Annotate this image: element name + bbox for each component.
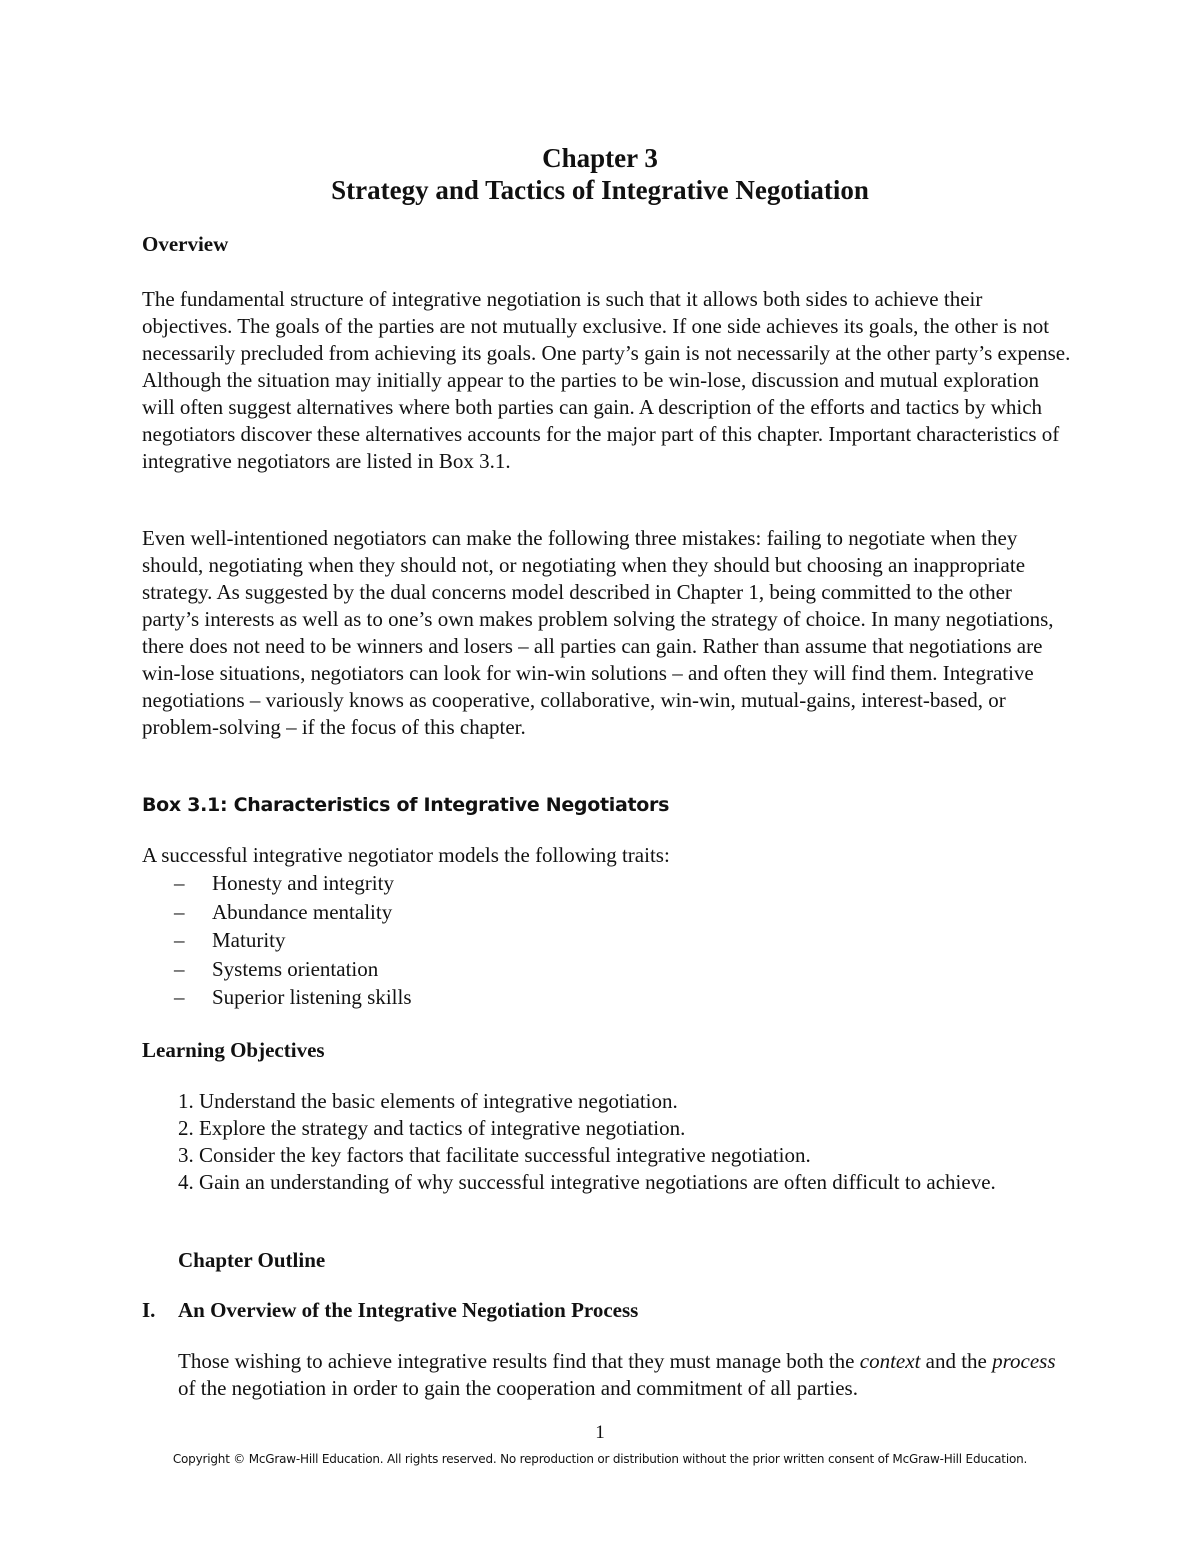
emphasis-context: context: [859, 1349, 921, 1373]
section-paragraph: [178, 1348, 1078, 1402]
list-item: [142, 955, 412, 984]
dash-bullet: –: [174, 871, 185, 895]
dash-bullet: –: [174, 899, 185, 924]
objective-text: Understand the basic elements of integrative negotiation.: [199, 1089, 678, 1113]
objective-text: Explore the strategy and tactics of integrative negotiation.: [199, 1116, 686, 1140]
learning-objectives-heading: Learning Objectives: [142, 1038, 325, 1062]
box-heading: Box 3.1: Characteristics of Integrative Negotiators: [142, 794, 670, 816]
traits-list: [142, 869, 412, 1012]
copyright-footer: Copyright © McGraw-Hill Education. All rights reserved. No reproduction or distribution without the prior written consent of McGraw-Hill Education.: [172, 1452, 1028, 1466]
overview-heading: Overview: [142, 232, 229, 256]
list-item: [142, 869, 412, 898]
objective-number: 1.: [178, 1089, 194, 1113]
trait-label: Systems orientation: [212, 956, 379, 981]
trait-label: Abundance mentality: [212, 899, 393, 924]
list-item: [142, 1169, 1072, 1196]
objective-number: 4.: [178, 1170, 194, 1194]
section-text-part: of the negotiation in order to gain the cooperation and commitment of all parties.: [178, 1376, 858, 1400]
chapter-outline-heading: Chapter Outline: [178, 1248, 326, 1272]
list-item: [142, 1088, 1072, 1115]
list-item: [142, 926, 412, 955]
chapter-number: Chapter 3: [542, 143, 658, 173]
section-numeral: I.: [142, 1298, 156, 1322]
dash-bullet: –: [174, 928, 185, 952]
trait-label: Superior listening skills: [212, 985, 412, 1009]
trait-label: Honesty and integrity: [212, 871, 394, 895]
box-intro: A successful integrative negotiator models the following traits:: [142, 843, 670, 867]
chapter-title-block: [0, 142, 1200, 206]
section-text-part: Those wishing to achieve integrative results find that they must manage both the: [178, 1349, 860, 1373]
objective-number: 3.: [178, 1143, 194, 1167]
objective-number: 2.: [178, 1116, 194, 1140]
section-text-part: and the: [920, 1349, 993, 1373]
objectives-list: [142, 1088, 1072, 1196]
list-item: [142, 983, 412, 1012]
emphasis-process: process: [992, 1349, 1056, 1373]
overview-paragraph-1: The fundamental structure of integrative negotiation is such that it allows both sides to achieve their objectives. The goals of the parties are not mutually exclusive. If one side achieves its goals, the other is not necessarily precluded from achieving its goals. One party’s gain is not necessarily at the other party’s expense. Although the situation may initially appear to the parties to be win-lose, discussion and mutual exploration will often suggest alternatives where both parties can gain. A description of the efforts and tactics by which negotiators discover these alternatives accounts for the major part of this chapter. Important characteristics of integrative negotiators are listed in Box 3.1.: [142, 287, 1071, 473]
dash-bullet: –: [174, 956, 185, 981]
section-title: An Overview of the Integrative Negotiation Process: [178, 1298, 639, 1322]
objective-text: Gain an understanding of why successful integrative negotiations are often difficult to achieve.: [199, 1170, 996, 1194]
objective-text: Consider the key factors that facilitate successful integrative negotiation.: [199, 1143, 811, 1167]
list-item: [142, 1115, 1072, 1142]
overview-paragraph-2: Even well-intentioned negotiators can make the following three mistakes: failing to negotiate when they should, negotiating when they should not, or negotiating when they should but choosing an inappropriate strategy. As suggested by the dual concerns model described in Chapter 1, being committed to the other party’s interests as well as to one’s own makes problem solving the strategy of choice. In many negotiations, there does not need to be winners and losers – all parties can gain. Rather than assume that negotiations are win-lose situations, negotiators can look for win-win solutions – and often they will find them. Integrative negotiations – variously knows as cooperative, collaborative, win-win, mutual-gains, interest-based, or problem-solving – if the focus of this chapter.: [142, 526, 1054, 739]
dash-bullet: –: [174, 985, 185, 1009]
list-item: [142, 898, 412, 927]
chapter-title: Strategy and Tactics of Integrative Negotiation: [331, 175, 869, 205]
page-number: 1: [595, 1422, 605, 1443]
list-item: [142, 1142, 1072, 1169]
trait-label: Maturity: [212, 928, 286, 952]
